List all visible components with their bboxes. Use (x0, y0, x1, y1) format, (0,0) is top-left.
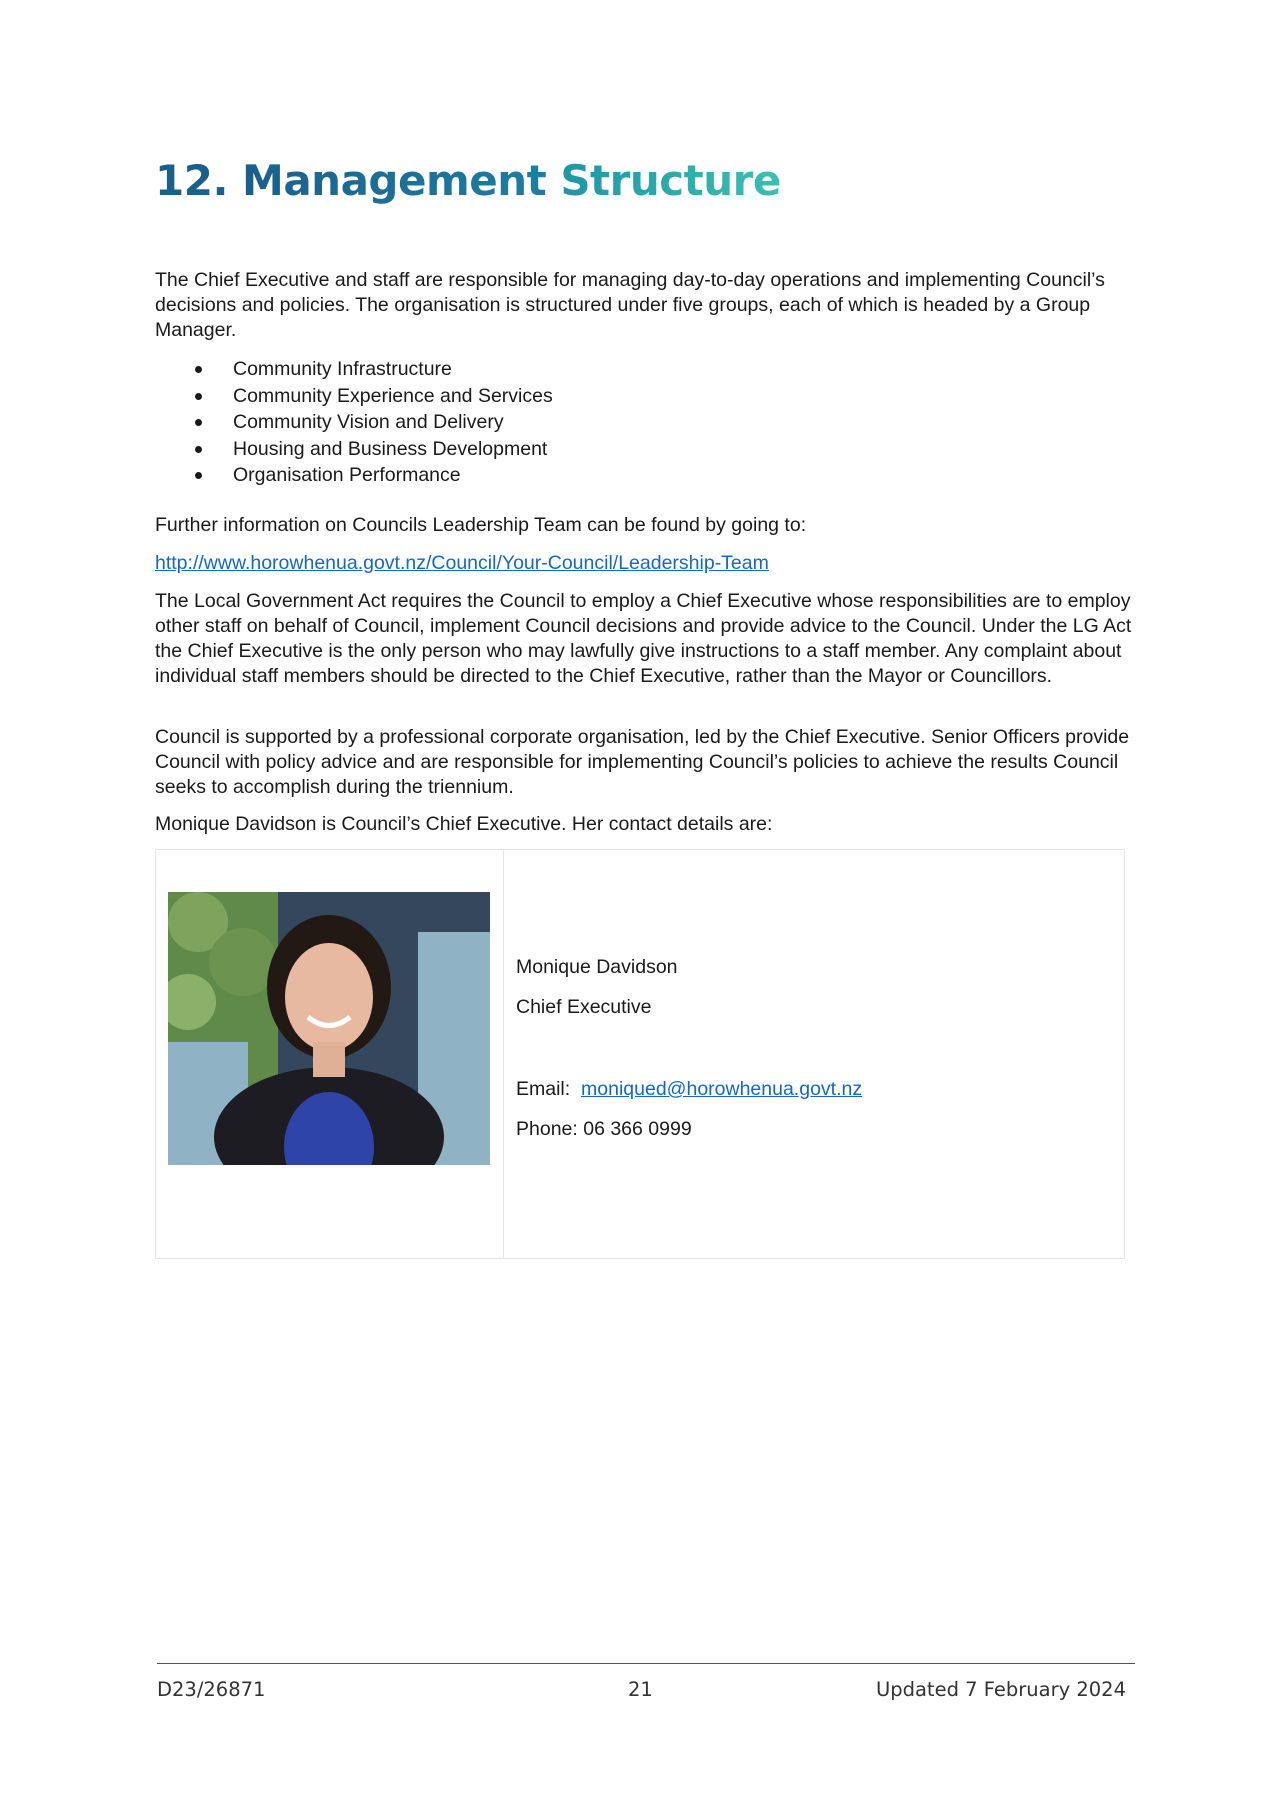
support-paragraph: Council is supported by a professional corporate organisation, led by the Chief Executive. Senior Officers provide Council with policy advice and are responsible for implementing Council’s policies to achieve the results Council seeks to accomplish during the triennium. (155, 726, 1130, 798)
bullet-icon (195, 446, 202, 453)
lga-paragraph: The Local Government Act requires the Council to employ a Chief Executive whose responsibilities are to employ other staff on behalf of Council, implement Council decisions and provide advice to the Council. Under the LG Act the Chief Executive is the only person who may lawfully give instructions to a staff member. Any complaint about individual staff members should be directed to the Chief Executive, rather than the Mayor or Councillors. (155, 590, 1132, 687)
email-label: Email: (516, 1078, 571, 1100)
list-item: Community Infrastructure (155, 356, 553, 383)
heading-word-structure: Structure (560, 156, 781, 205)
bullet-icon (195, 366, 202, 373)
section-heading (155, 156, 781, 205)
list-item: Housing and Business Development (155, 436, 553, 463)
bullet-icon (195, 472, 202, 479)
leadership-team-link[interactable]: http://www.horowhenua.govt.nz/Council/Your-Council/Leadership-Team (155, 552, 769, 574)
contact-name: Monique Davidson (516, 956, 678, 978)
groups-list (155, 356, 553, 489)
footer-page-number: 21 (628, 1678, 653, 1701)
bullet-icon (195, 419, 202, 426)
contact-table (155, 849, 1125, 1259)
email-row (516, 1078, 862, 1101)
contact-phone: Phone: 06 366 0999 (516, 1118, 692, 1140)
contact-title: Chief Executive (516, 996, 652, 1018)
footer-updated: Updated 7 February 2024 (875, 1678, 1126, 1701)
email-link[interactable]: moniqued@horowhenua.govt.nz (581, 1078, 863, 1100)
portrait-image (168, 892, 490, 1165)
table-divider (503, 850, 504, 1258)
heading-word-management: Management (242, 156, 547, 205)
footer-doc-ref: D23/26871 (157, 1678, 266, 1701)
chief-executive-photo (168, 892, 490, 1165)
bullet-icon (195, 393, 202, 400)
intro-paragraph: The Chief Executive and staff are responsible for managing day-to-day operations and implementing Council’s decisions and policies. The organisation is structured under five groups, each of which is headed by a Group Manager. (155, 269, 1105, 341)
ce-intro-text: Monique Davidson is Council’s Chief Executive. Her contact details are: (155, 813, 773, 835)
further-info-text: Further information on Councils Leadership Team can be found by going to: (155, 514, 807, 536)
list-item: Organisation Performance (155, 462, 553, 489)
list-item: Community Vision and Delivery (155, 409, 553, 436)
list-item: Community Experience and Services (155, 383, 553, 410)
section-number: 12. (155, 156, 228, 205)
footer-rule (157, 1663, 1135, 1664)
